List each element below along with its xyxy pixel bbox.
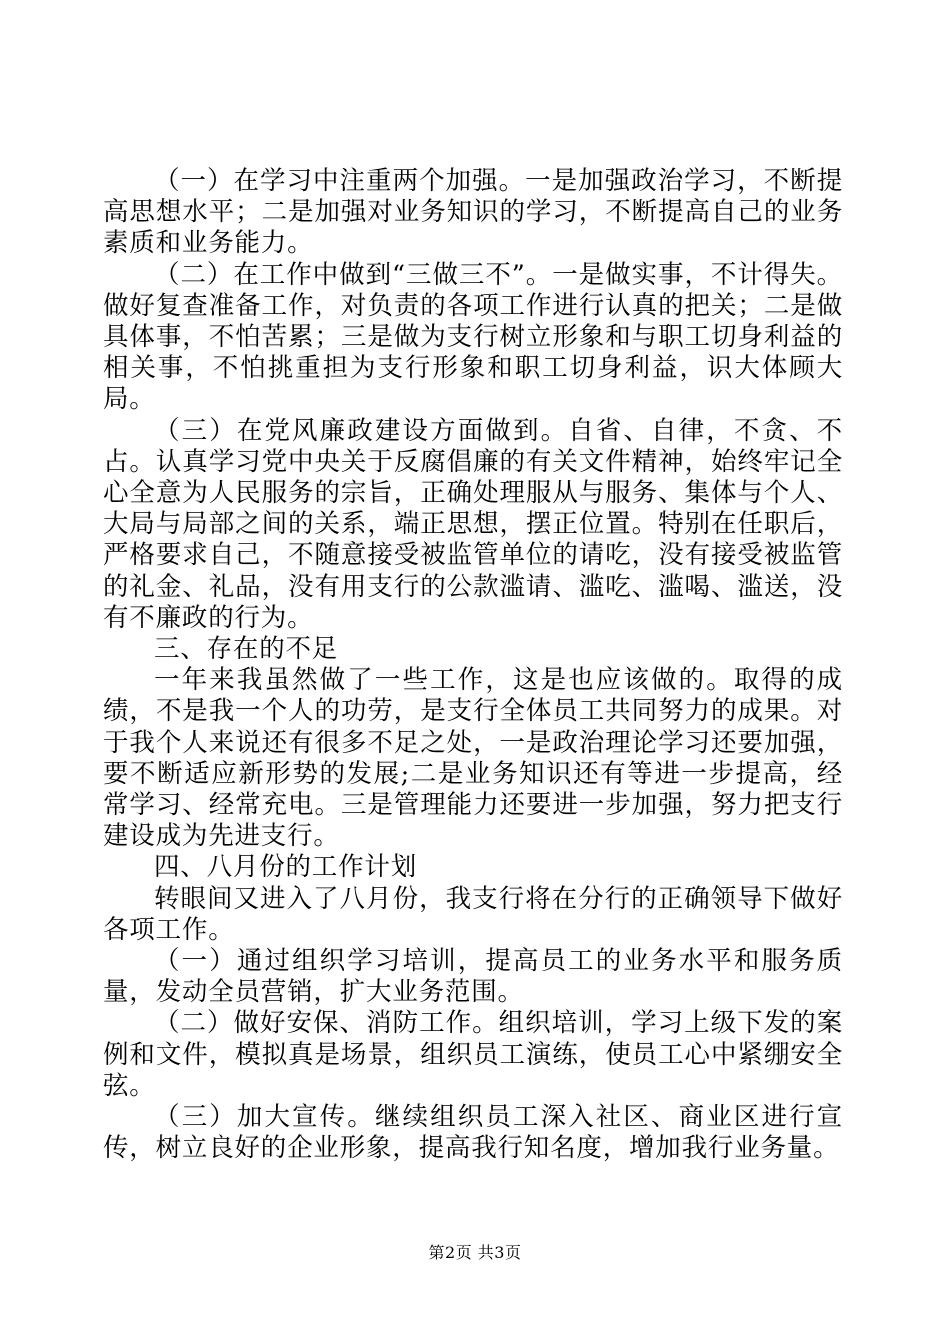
paragraph-plan-training: （一）通过组织学习培训，提高员工的业务水平和服务质量，发动全员营销，扩大业务范围。	[103, 946, 843, 1008]
paragraph-shortcomings: 一年来我虽然做了一些工作，这是也应该做的。取得的成绩，不是我一个人的功劳，是支行全体员工共同努力的成果。对于我个人来说还有很多不足之处，一是政治理论学习还要加强，要不断适应新形势的发展;二是业务知识还有等进一步提高，经常学习、经常充电。三是管理能力还要进一步加强，努力把支行建设成为先进支行。	[103, 665, 843, 852]
section-heading-shortcomings: 三、存在的不足	[154, 634, 339, 665]
paragraph-work: （二）在工作中做到“三做三不”。一是做实事，不计得失。做好复查准备工作，对负责的各项工作进行认真的把关；二是做具体事，不怕苦累；三是做为支行树立形象和与职工切身利益的相关事，不怕挑重担为支行形象和职工切身利益，识大体顾大局。	[103, 259, 843, 415]
document-body	[103, 166, 843, 1165]
section-heading-august-plan: 四、八月份的工作计划	[154, 852, 418, 883]
paragraph-august-intro: 转眼间又进入了八月份，我支行将在分行的正确领导下做好各项工作。	[103, 883, 843, 945]
paragraph-plan-security: （二）做好安保、消防工作。组织培训，学习上级下发的案例和文件，模拟真是场景，组织员工演练，使员工心中紧绷安全弦。	[103, 1008, 843, 1101]
paragraph-integrity: （三）在党风廉政建设方面做到。自省、自律，不贪、不占。认真学习党中央关于反腐倡廉的有关文件精神，始终牢记全心全意为人民服务的宗旨，正确处理服从与服务、集体与个人、大局与局部之间的关系，端正思想，摆正位置。特别在任职后，严格要求自己，不随意接受被监管单位的请吃，没有接受被监管的礼金、礼品，没有用支行的公款滥请、滥吃、滥喝、滥送，没有不廉政的行为。	[103, 415, 843, 633]
paragraph-plan-publicity: （三）加大宣传。继续组织员工深入社区、商业区进行宣传，树立良好的企业形象，提高我行知名度，增加我行业务量。	[103, 1102, 843, 1164]
paragraph-study: （一）在学习中注重两个加强。一是加强政治学习，不断提高思想水平；二是加强对业务知识的学习，不断提高自己的业务素质和业务能力。	[103, 166, 843, 259]
page-number-footer: 第2页 共3页	[428, 1243, 522, 1262]
